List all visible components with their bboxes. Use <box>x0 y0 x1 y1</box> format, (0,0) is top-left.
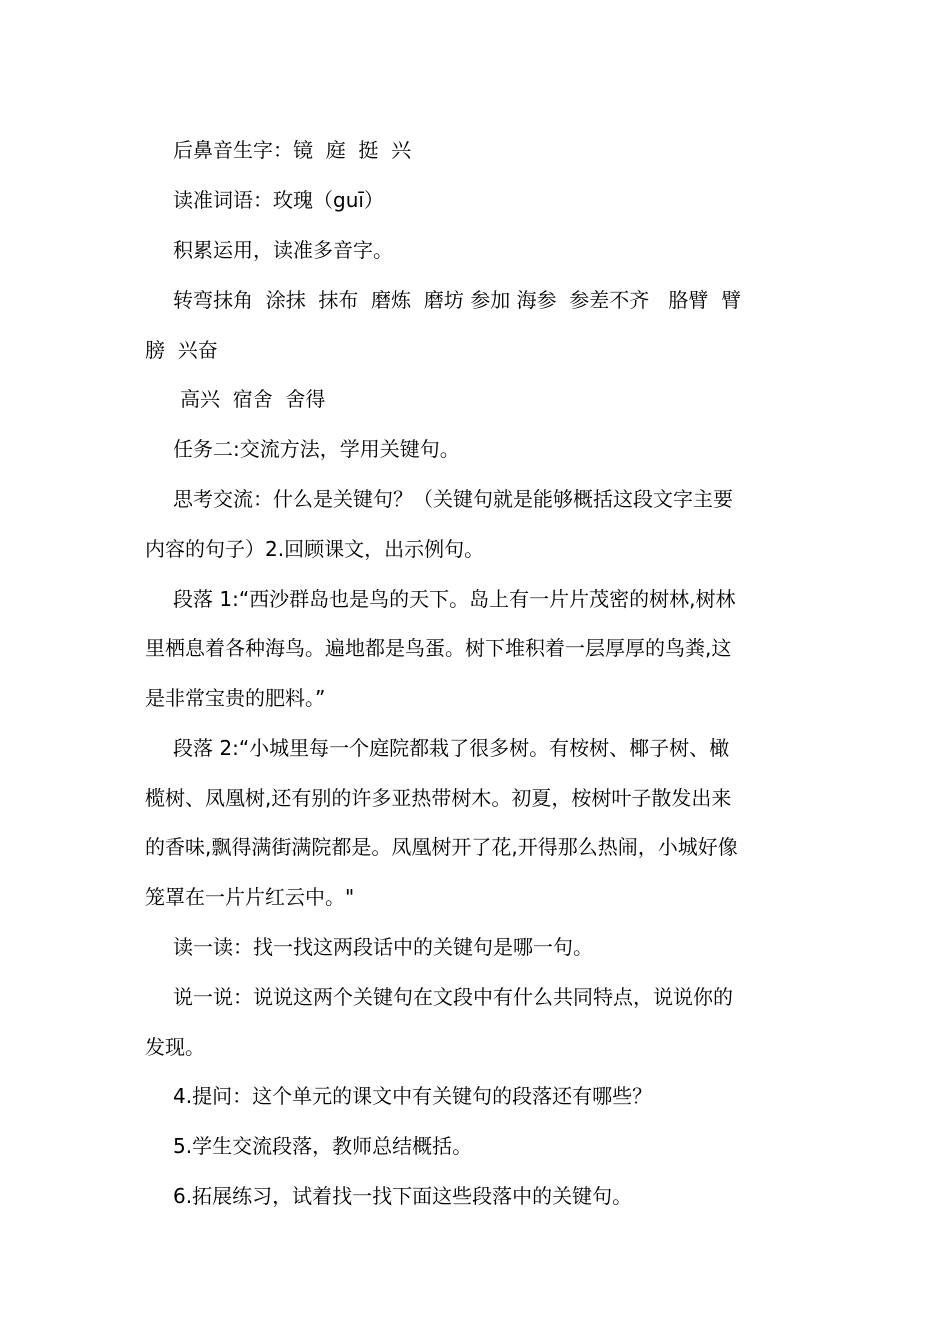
text-line-duanluo1-1: 段落 1:“西沙群岛也是鸟的天下。岛上有一片片茂密的树林,树林 <box>173 587 736 611</box>
text-line-sikao-jiaoliu-2: 内容的句子）2.回顾课文，出示例句。 <box>145 537 485 561</box>
text-line-jilei-yunyong: 积累运用，读准多音字。 <box>173 238 393 262</box>
text-line-du-yi-du: 读一读：找一找这两段话中的关键句是哪一句。 <box>173 935 593 959</box>
text-line-duanluo1-3: 是非常宝贵的肥料。” <box>145 686 326 710</box>
text-line-duanluo2-4: 笼罩在一片片红云中。" <box>145 885 355 909</box>
text-line-tuozhan-lianxi: 6.拓展练习，试着找一找下面这些段落中的关键句。 <box>173 1184 633 1208</box>
text-line-shuo-yi-shuo-2: 发现。 <box>145 1035 205 1059</box>
text-line-duanluo2-2: 榄树、凤凰树,还有别的许多亚热带树木。初夏，桉树叶子散发出来 <box>145 786 732 810</box>
text-line-tiwen: 4.提问：这个单元的课文中有关键句的段落还有哪些？ <box>173 1084 653 1108</box>
text-line-duoyinzi-1: 转弯抹角 涂抹 抹布 磨炼 磨坊 参加 海参 参差不齐 胳臂 臂 <box>173 288 742 312</box>
text-line-renwu-er: 任务二:交流方法，学用关键句。 <box>173 437 460 461</box>
text-line-duanluo2-3: 的香味,飘得满街满院都是。凤凰树开了花,开得那么热闹，小城好像 <box>145 835 738 859</box>
text-line-jiaoliu-duanluo: 5.学生交流段落，教师总结概括。 <box>173 1134 473 1158</box>
text-line-duzhun-ciyu: 读准词语：玫瑰（guī） <box>173 188 384 212</box>
text-line-duanluo1-2: 里栖息着各种海鸟。遍地都是鸟蛋。树下堆积着一层厚厚的鸟粪,这 <box>145 636 732 660</box>
text-line-duoyinzi-2: 膀 兴奋 <box>145 338 218 362</box>
text-line-duanluo2-1: 段落 2:“小城里每一个庭院都栽了很多树。有桉树、椰子树、橄 <box>173 736 730 760</box>
text-line-shuo-yi-shuo-1: 说一说：说说这两个关键句在文段中有什么共同特点，说说你的 <box>173 985 733 1009</box>
text-line-houbiyin: 后鼻音生字：镜 庭 挺 兴 <box>173 138 412 162</box>
text-line-sikao-jiaoliu-1: 思考交流：什么是关键句？（关键句就是能够概括这段文字主要 <box>173 487 733 511</box>
text-line-duoyinzi-3: 高兴 宿舍 舍得 <box>180 387 326 411</box>
